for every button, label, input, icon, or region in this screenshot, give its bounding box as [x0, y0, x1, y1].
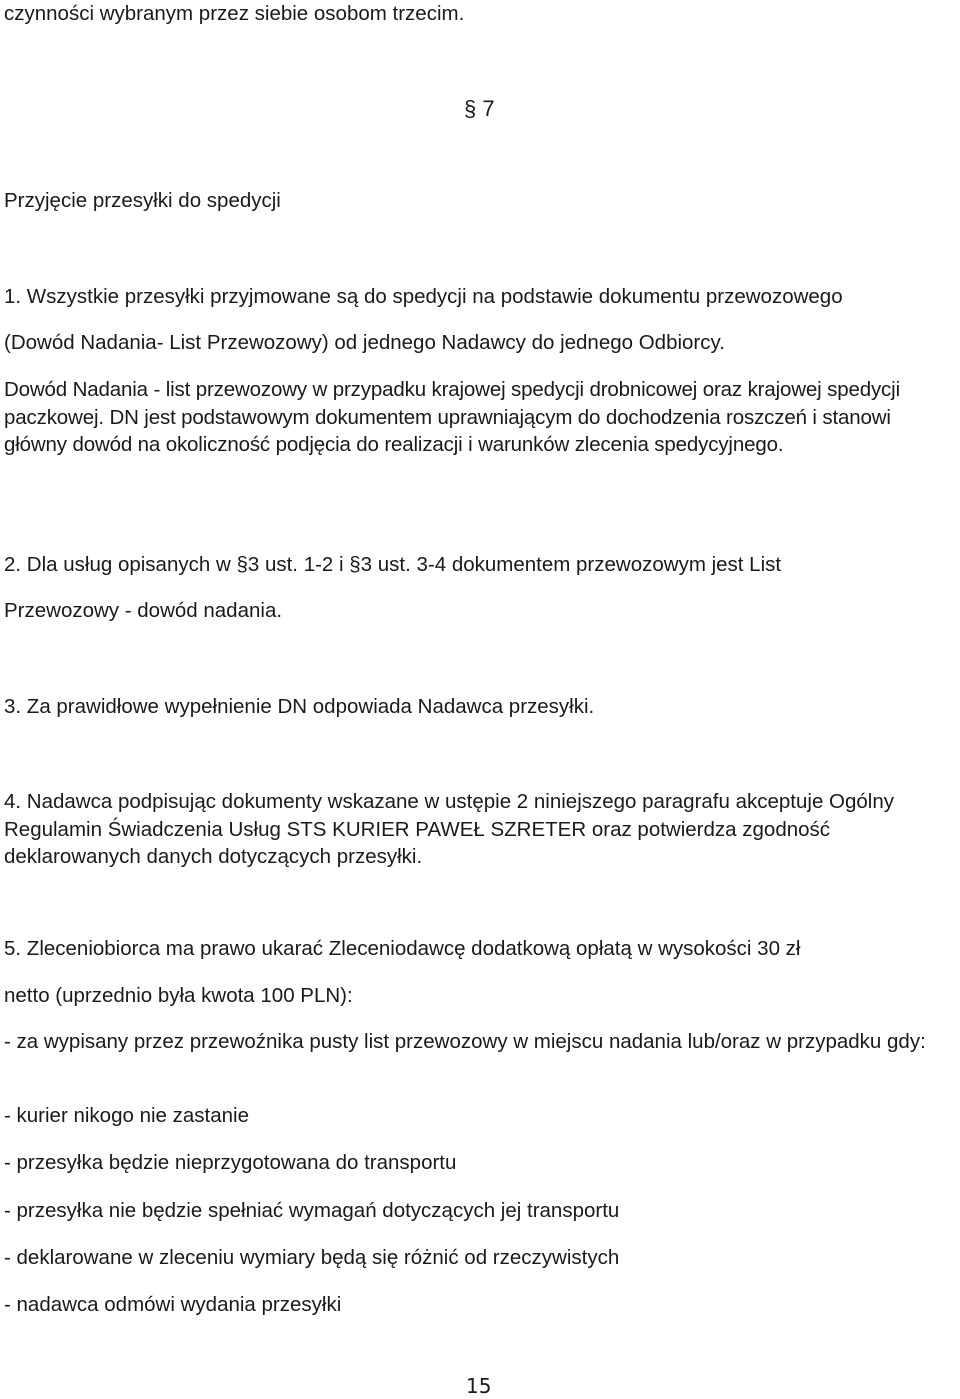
paragraph-3: 3. Za prawidłowe wypełnienie DN odpowiada Nadawca przesyłki.	[4, 695, 595, 718]
section-number: § 7	[464, 96, 495, 121]
list-item: - kurier nikogo nie zastanie	[4, 1104, 249, 1127]
paragraph-5-line-2: netto (uprzednio była kwota 100 PLN):	[4, 984, 353, 1007]
list-item: - przesyłka nie będzie spełniać wymagań dotyczących jej transportu	[4, 1199, 620, 1222]
list-item: - za wypisany przez przewoźnika pusty list przewozowy w miejscu nadania lub/oraz w przypadku gdy:	[4, 1030, 926, 1053]
paragraph-5-line-1: 5. Zleceniobiorca ma prawo ukarać Zleceniodawcę dodatkową opłatą w wysokości 30 zł	[4, 937, 801, 960]
page-number: 15	[466, 1374, 492, 1398]
top-text-fragment: czynności wybranym przez siebie osobom trzecim.	[4, 2, 465, 25]
paragraph-2-line-1: 2. Dla usług opisanych w §3 ust. 1-2 i §3 ust. 3-4 dokumentem przewozowym jest List	[4, 553, 782, 576]
list-item: - nadawca odmówi wydania przesyłki	[4, 1293, 342, 1316]
list-item: - deklarowane w zleceniu wymiary będą się różnić od rzeczywistych	[4, 1246, 620, 1269]
paragraph-1-line-2: (Dowód Nadania- List Przewozowy) od jednego Nadawcy do jednego Odbiorcy.	[4, 331, 725, 354]
list-item: - przesyłka będzie nieprzygotowana do transportu	[4, 1151, 457, 1174]
section-title: Przyjęcie przesyłki do spedycji	[4, 189, 281, 212]
paragraph-2-line-2: Przewozowy - dowód nadania.	[4, 599, 283, 622]
paragraph-1-body: Dowód Nadania - list przewozowy w przypadku krajowej spedycji drobnicowej oraz krajowej spedycji paczkowej. DN jest podstawowym dokumentem uprawniającym do dochodzenia roszczeń i stanowi główny dowód na okoliczność podjęcia do realizacji i warunków zlecenia spedycyjnego.	[4, 378, 900, 456]
paragraph-1-line-1: 1. Wszystkie przesyłki przyjmowane są do spedycji na podstawie dokumentu przewozowego	[4, 285, 843, 308]
paragraph-4: 4. Nadawca podpisując dokumenty wskazane w ustępie 2 niniejszego paragrafu akceptuje Ogólny Regulamin Świadczenia Usług STS KURIER PAWEŁ SZRETER oraz potwierdza zgodność deklarowanych danych dotyczących przesyłki.	[4, 790, 895, 868]
